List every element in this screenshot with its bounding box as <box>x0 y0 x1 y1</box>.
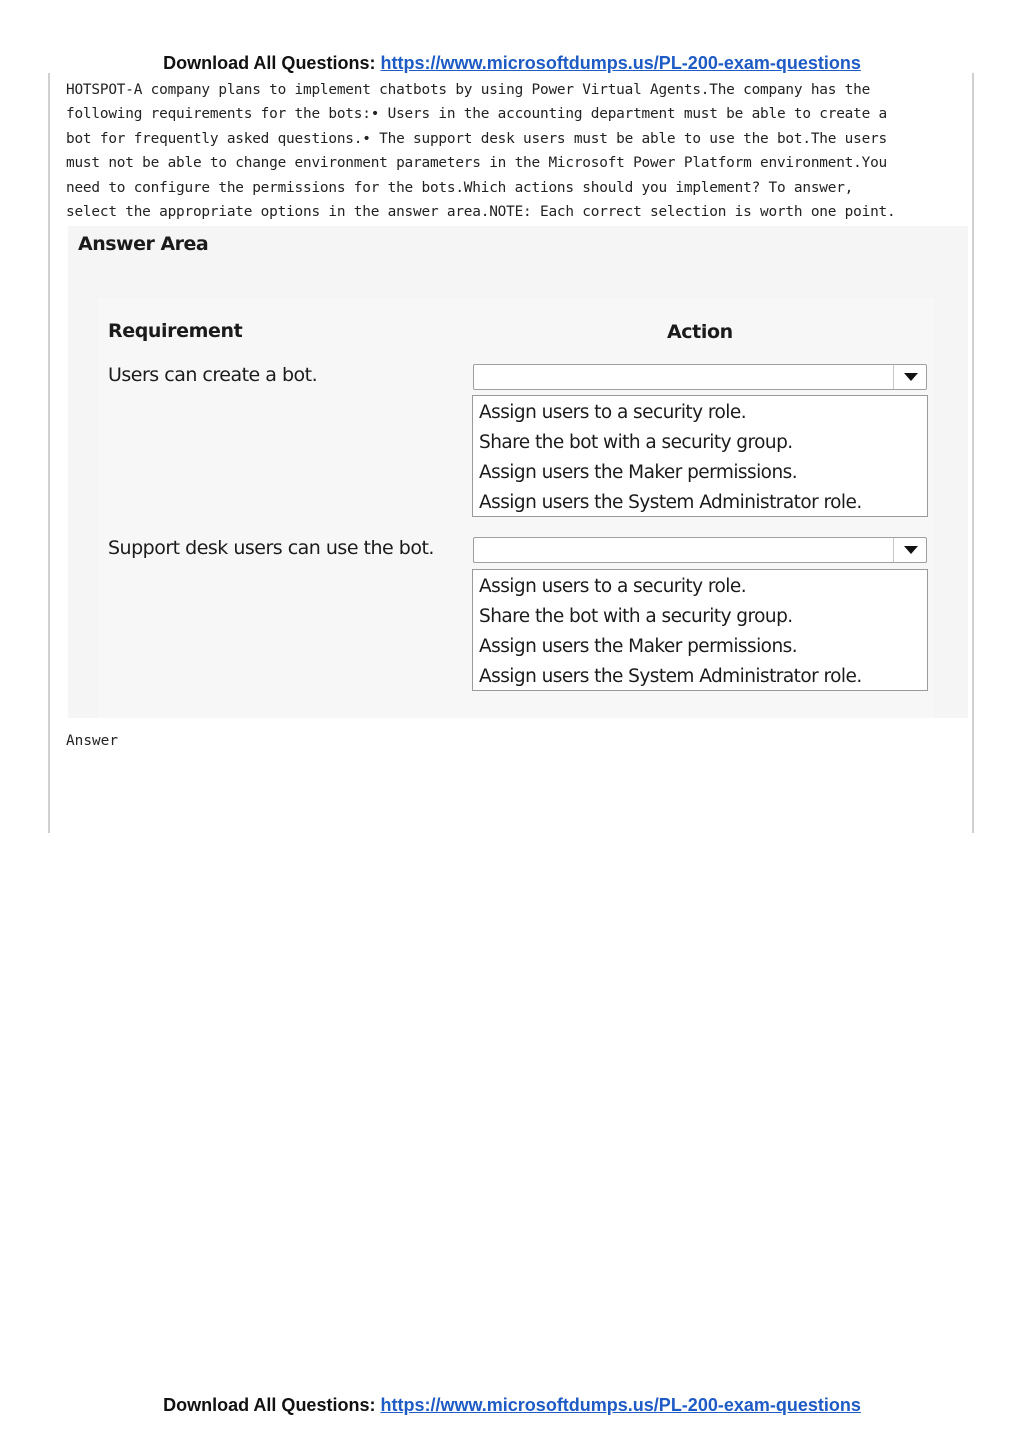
right-border <box>972 73 974 833</box>
chevron-down-icon <box>904 546 918 554</box>
action-dropdown-use-bot[interactable] <box>473 537 927 563</box>
options-list-use-bot <box>472 569 928 691</box>
option-share-security-group[interactable]: Share the bot with a security group. <box>479 606 793 627</box>
option-share-security-group[interactable]: Share the bot with a security group. <box>479 432 793 453</box>
question-text: HOTSPOT-A company plans to implement chatbots by using Power Virtual Agents.The company has the following requirements for the bots:• Users in the accounting department must be able to create a bot for frequently asked questions.• The support desk users must be able to use the bot.The users must not be able to change environment parameters in the Microsoft Power Platform environment.You need to configure the permissions for the bots.Which actions should you implement? To answer, select the appropriate options in the answer area.NOTE: Each correct selection is worth one point. <box>66 82 896 221</box>
header-banner <box>0 53 1024 74</box>
option-system-admin-role[interactable]: Assign users the System Administrator role. <box>479 492 862 513</box>
left-border <box>48 73 50 833</box>
option-maker-permissions[interactable]: Assign users the Maker permissions. <box>479 462 798 483</box>
dropdown-toggle[interactable] <box>893 365 926 389</box>
dropdown-toggle[interactable] <box>893 538 926 562</box>
requirement-use-bot: Support desk users can use the bot. <box>108 537 434 559</box>
footer-prefix: Download All Questions: <box>163 1395 376 1415</box>
header-prefix: Download All Questions: <box>163 53 376 73</box>
footer-banner <box>0 1395 1024 1416</box>
chevron-down-icon <box>904 373 918 381</box>
header-download-link[interactable]: https://www.microsoftdumps.us/PL-200-exam-questions <box>380 53 861 73</box>
requirement-column-header: Requirement <box>108 320 243 342</box>
action-dropdown-create-bot[interactable] <box>473 364 927 390</box>
option-security-role[interactable]: Assign users to a security role. <box>479 402 747 423</box>
action-column-header: Action <box>667 321 733 343</box>
answer-area-title: Answer Area <box>78 233 209 255</box>
footer-download-link[interactable]: https://www.microsoftdumps.us/PL-200-exam-questions <box>380 1395 861 1415</box>
options-list-create-bot <box>472 395 928 517</box>
answer-label: Answer <box>66 733 118 749</box>
option-security-role[interactable]: Assign users to a security role. <box>479 576 747 597</box>
option-system-admin-role[interactable]: Assign users the System Administrator role. <box>479 666 862 687</box>
requirement-create-bot: Users can create a bot. <box>108 364 318 386</box>
option-maker-permissions[interactable]: Assign users the Maker permissions. <box>479 636 798 657</box>
